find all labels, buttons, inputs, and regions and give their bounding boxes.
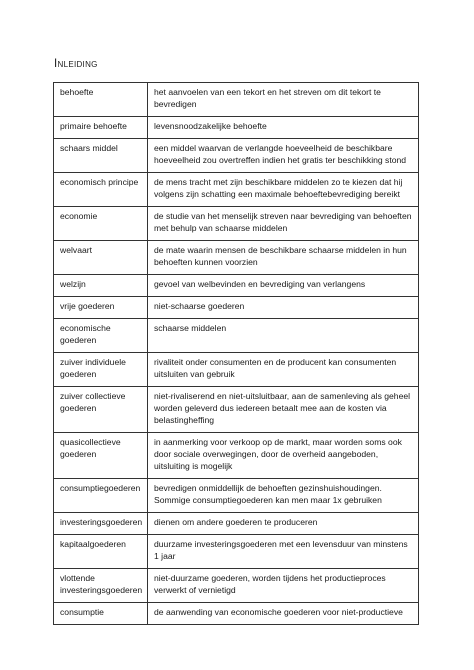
term-cell: economische goederen bbox=[54, 319, 148, 353]
table-row bbox=[54, 387, 419, 433]
term-cell: consumptiegoederen bbox=[54, 479, 148, 513]
term-cell: zuiver individuele goederen bbox=[54, 353, 148, 387]
term-cell: welzijn bbox=[54, 275, 148, 297]
table-row bbox=[54, 173, 419, 207]
definition-cell: levensnoodzakelijke behoefte bbox=[148, 117, 419, 139]
table-row bbox=[54, 83, 419, 117]
table-row bbox=[54, 433, 419, 479]
term-cell: quasicollectieve goederen bbox=[54, 433, 148, 479]
table-row bbox=[54, 241, 419, 275]
term-cell: investeringsgoederen bbox=[54, 513, 148, 535]
table-row bbox=[54, 139, 419, 173]
term-cell: kapitaalgoederen bbox=[54, 535, 148, 569]
definition-cell: gevoel van welbevinden en bevrediging van verlangens bbox=[148, 275, 419, 297]
definition-cell: dienen om andere goederen te produceren bbox=[148, 513, 419, 535]
table-row bbox=[54, 297, 419, 319]
definition-cell: schaarse middelen bbox=[148, 319, 419, 353]
table-row bbox=[54, 353, 419, 387]
glossary-table bbox=[53, 82, 419, 625]
definition-cell: niet-rivaliserend en niet-uitsluitbaar, aan de samenleving als geheel worden geleverd dus iedereen betaalt mee aan de kosten via belastingheffing bbox=[148, 387, 419, 433]
term-cell: schaars middel bbox=[54, 139, 148, 173]
definition-cell: de mens tracht met zijn beschikbare middelen zo te kiezen dat hij volgens zijn schatting een maximale behoeftebevrediging bereikt bbox=[148, 173, 419, 207]
definition-cell: een middel waarvan de verlangde hoeveelheid de beschikbare hoeveelheid zou overtreffen indien het gratis ter beschikking stond bbox=[148, 139, 419, 173]
definition-cell: niet-duurzame goederen, worden tijdens het productieproces verwerkt of vernietigd bbox=[148, 569, 419, 603]
table-row bbox=[54, 535, 419, 569]
term-cell: consumptie bbox=[54, 603, 148, 625]
term-cell: behoefte bbox=[54, 83, 148, 117]
section-heading: Inleiding bbox=[54, 58, 98, 70]
term-cell: primaire behoefte bbox=[54, 117, 148, 139]
table-row bbox=[54, 207, 419, 241]
term-cell: vlottende investeringsgoederen bbox=[54, 569, 148, 603]
table-row bbox=[54, 117, 419, 139]
glossary-table-body bbox=[54, 83, 419, 625]
definition-cell: in aanmerking voor verkoop op de markt, maar worden soms ook door sociale overwegingen, door de overheid aangeboden, uitsluiting is mogelijk bbox=[148, 433, 419, 479]
table-row bbox=[54, 569, 419, 603]
table-row bbox=[54, 479, 419, 513]
term-cell: zuiver collectieve goederen bbox=[54, 387, 148, 433]
definition-cell: de aanwending van economische goederen voor niet-productieve bbox=[148, 603, 419, 625]
definition-cell: duurzame investeringsgoederen met een levensduur van minstens 1 jaar bbox=[148, 535, 419, 569]
table-row bbox=[54, 275, 419, 297]
definition-cell: de mate waarin mensen de beschikbare schaarse middelen in hun behoeften kunnen voorzien bbox=[148, 241, 419, 275]
definition-cell: bevredigen onmiddellijk de behoeften gezinshuishoudingen. Sommige consumptiegoederen kan men maar 1x gebruiken bbox=[148, 479, 419, 513]
definition-cell: het aanvoelen van een tekort en het streven om dit tekort te bevredigen bbox=[148, 83, 419, 117]
table-row bbox=[54, 319, 419, 353]
term-cell: economisch principe bbox=[54, 173, 148, 207]
definition-cell: niet-schaarse goederen bbox=[148, 297, 419, 319]
table-row bbox=[54, 603, 419, 625]
table-row bbox=[54, 513, 419, 535]
definition-cell: de studie van het menselijk streven naar bevrediging van behoeften met behulp van schaarse middelen bbox=[148, 207, 419, 241]
term-cell: vrije goederen bbox=[54, 297, 148, 319]
definition-cell: rivaliteit onder consumenten en de producent kan consumenten uitsluiten van gebruik bbox=[148, 353, 419, 387]
term-cell: welvaart bbox=[54, 241, 148, 275]
term-cell: economie bbox=[54, 207, 148, 241]
